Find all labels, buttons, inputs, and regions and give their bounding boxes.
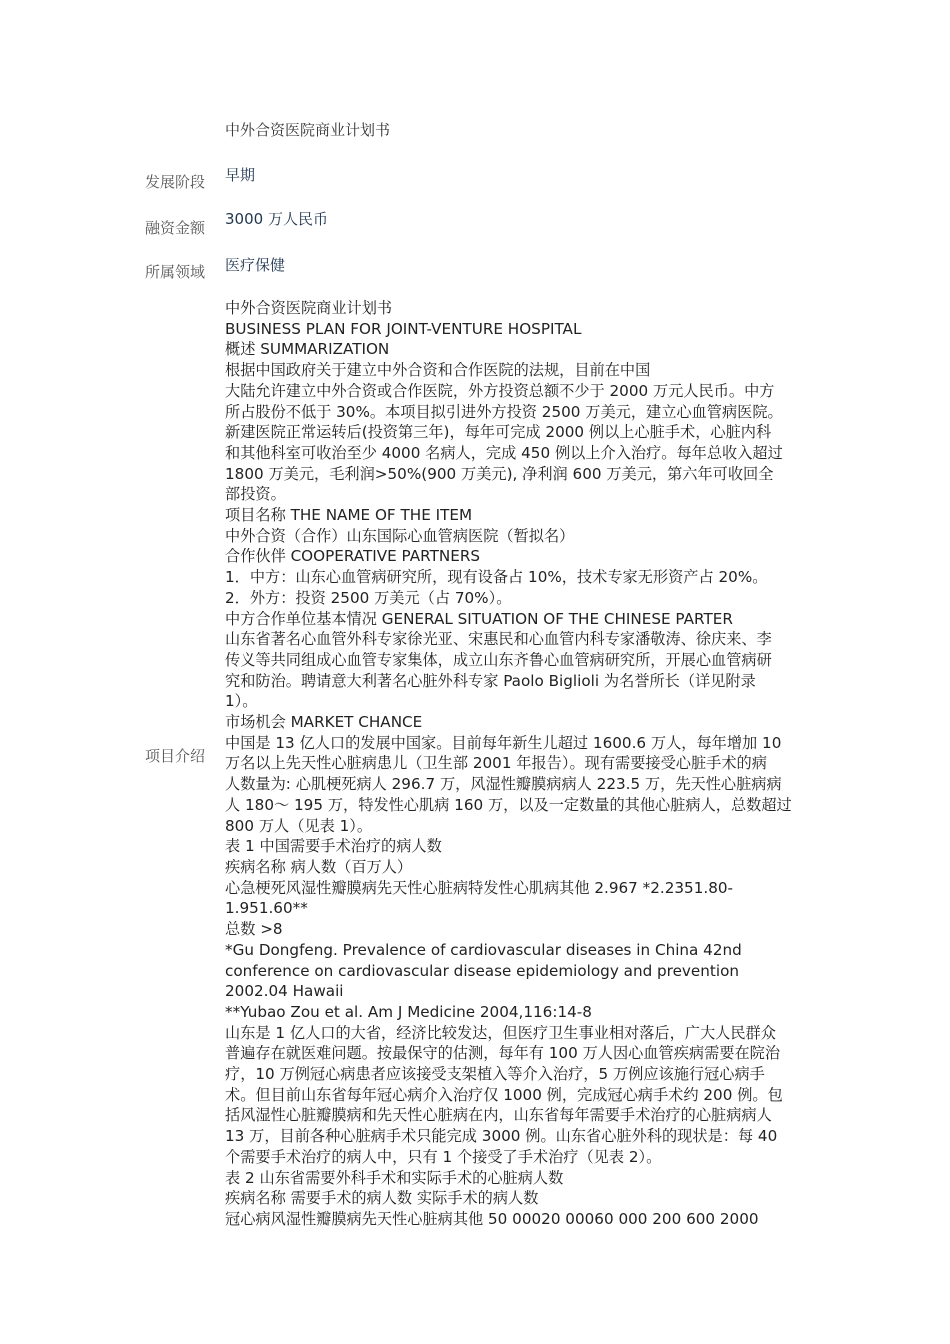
body-line: 山东是 1 亿人口的大省，经济比较发达，但医疗卫生事业相对落后，广大人民群众 [225, 1023, 776, 1042]
body-line: 表 2 山东省需要外科手术和实际手术的心脏病人数 [225, 1168, 564, 1187]
body-line: 究和防治。聘请意大利著名心脏外科专家 Paolo Biglioli 为名誉所长（详见附录 [225, 671, 756, 690]
body-line: 1．中方：山东心血管病研究所，现有设备占 10%，技术专家无形资产占 20%。 [225, 568, 768, 587]
project-intro-label: 项目介绍 [145, 747, 206, 765]
body-line: 新建医院正常运转后(投资第三年)，每年可完成 2000 例以上心脏手术，心脏内科 [225, 423, 772, 442]
body-line: 术。但目前山东省每年冠心病介入治疗仅 1000 例，完成冠心病手术约 200 例。包 [225, 1085, 783, 1104]
body-line: 括风湿性心脏瓣膜病和先天性心脏病在内，山东省每年需要手术治疗的心脏病病人 [225, 1106, 772, 1125]
body-line: 中方合作单位基本情况 GENERAL SITUATION OF THE CHINESE PARTER [225, 609, 733, 628]
meta-label-funding: 融资金额 [145, 219, 206, 237]
meta-value-funding: 3000 万人民币 [225, 210, 328, 228]
body-line: 大陆允许建立中外合资或合作医院，外方投资总额不少于 2000 万元人民币。中方 [225, 381, 775, 400]
body-line: 1）。 [225, 692, 258, 711]
body-line: 传义等共同组成心血管专家集体，成立山东齐鲁心血管病研究所，开展心血管病研 [225, 650, 772, 669]
body-line: conference on cardiovascular disease epidemiology and prevention [225, 961, 739, 980]
body-line: 和其他科室可收治至少 4000 名病人，完成 450 例以上介入治疗。每年总收入超过 [225, 443, 783, 462]
meta-label-stage: 发展阶段 [145, 173, 206, 191]
body-line: 13 万，目前各种心脏病手术只能完成 3000 例。山东省心脏外科的现状是：每 40 [225, 1127, 778, 1146]
body-line: 疾病名称 病人数（百万人） [225, 857, 413, 876]
body-line: 部投资。 [225, 485, 286, 504]
body-line: 人 180～ 195 万，特发性心肌病 160 万，以及一定数量的其他心脏病人，总数超过 [225, 795, 792, 814]
body-line: 800 万人（见表 1）。 [225, 816, 373, 835]
body-line: 中国是 13 亿人口的发展中国家。目前每年新生儿超过 1600.6 万人，每年增加 10 [225, 733, 782, 752]
body-line: *Gu Dongfeng. Prevalence of cardiovascular diseases in China 42nd [225, 940, 742, 959]
body-line: 2002.04 Hawaii [225, 982, 344, 1001]
meta-value-field: 医疗保健 [225, 256, 286, 274]
body-line: 合作伙伴 COOPERATIVE PARTNERS [225, 547, 481, 566]
body-line: 心急梗死风湿性瓣膜病先天性心脏病特发性心肌病其他 2.967 *2.2351.80- [225, 878, 734, 897]
body-line: 疗，10 万例冠心病患者应该接受支架植入等介入治疗，5 万例应该施行冠心病手 [225, 1065, 765, 1084]
body-line: 冠心病风湿性瓣膜病先天性心脏病其他 50 00020 00060 000 200 600 2000 [225, 1209, 759, 1228]
body-line: 疾病名称 需要手术的病人数 实际手术的病人数 [225, 1189, 539, 1208]
body-line: 根据中国政府关于建立中外合资和合作医院的法规，目前在中国 [225, 361, 651, 380]
document-title: 中外合资医院商业计划书 [225, 121, 391, 139]
body-line: 个需要手术治疗的病人中，只有 1 个接受了手术治疗（见表 2）。 [225, 1147, 662, 1166]
body-line: 中外合资（合作）山东国际心血管病医院（暂拟名） [225, 526, 575, 545]
body-line: **Yubao Zou et al. Am J Medicine 2004,116:14-8 [225, 1002, 592, 1021]
body-line: 1.951.60** [225, 899, 308, 918]
meta-value-stage: 早期 [225, 166, 256, 184]
body-line: 2．外方：投资 2500 万美元（占 70%）。 [225, 588, 512, 607]
body-line: 所占股份不低于 30%。本项目拟引进外方投资 2500 万美元，建立心血管病医院。 [225, 402, 783, 421]
meta-label-field: 所属领域 [145, 263, 206, 281]
body-line: 1800 万美元，毛利润>50%(900 万美元), 净利润 600 万美元，第六年可收回全 [225, 464, 774, 483]
body-line: 市场机会 MARKET CHANCE [225, 713, 423, 732]
body-line: 普遍存在就医难问题。按最保守的估测，每年有 100 万人因心血管疾病需要在院治 [225, 1044, 781, 1063]
body-line: 表 1 中国需要手术治疗的病人数 [225, 837, 442, 856]
project-intro-body [225, 298, 825, 1230]
body-line: 山东省著名心血管外科专家徐光亚、宋惠民和心血管内科专家潘敬涛、徐庆来、李 [225, 630, 772, 649]
body-line: 概述 SUMMARIZATION [225, 340, 390, 359]
body-line: 中外合资医院商业计划书 [225, 299, 393, 317]
body-line: 项目名称 THE NAME OF THE ITEM [225, 506, 473, 525]
body-line: 万名以上先天性心脏病患儿（卫生部 2001 年报告）。现有需要接受心脏手术的病 [225, 754, 767, 773]
body-line: 人数量为: 心肌梗死病人 296.7 万，风湿性瓣膜病病人 223.5 万，先天性心脏病病 [225, 775, 782, 794]
body-line: 总数 >8 [225, 920, 283, 939]
body-line: BUSINESS PLAN FOR JOINT-VENTURE HOSPITAL [225, 319, 582, 338]
